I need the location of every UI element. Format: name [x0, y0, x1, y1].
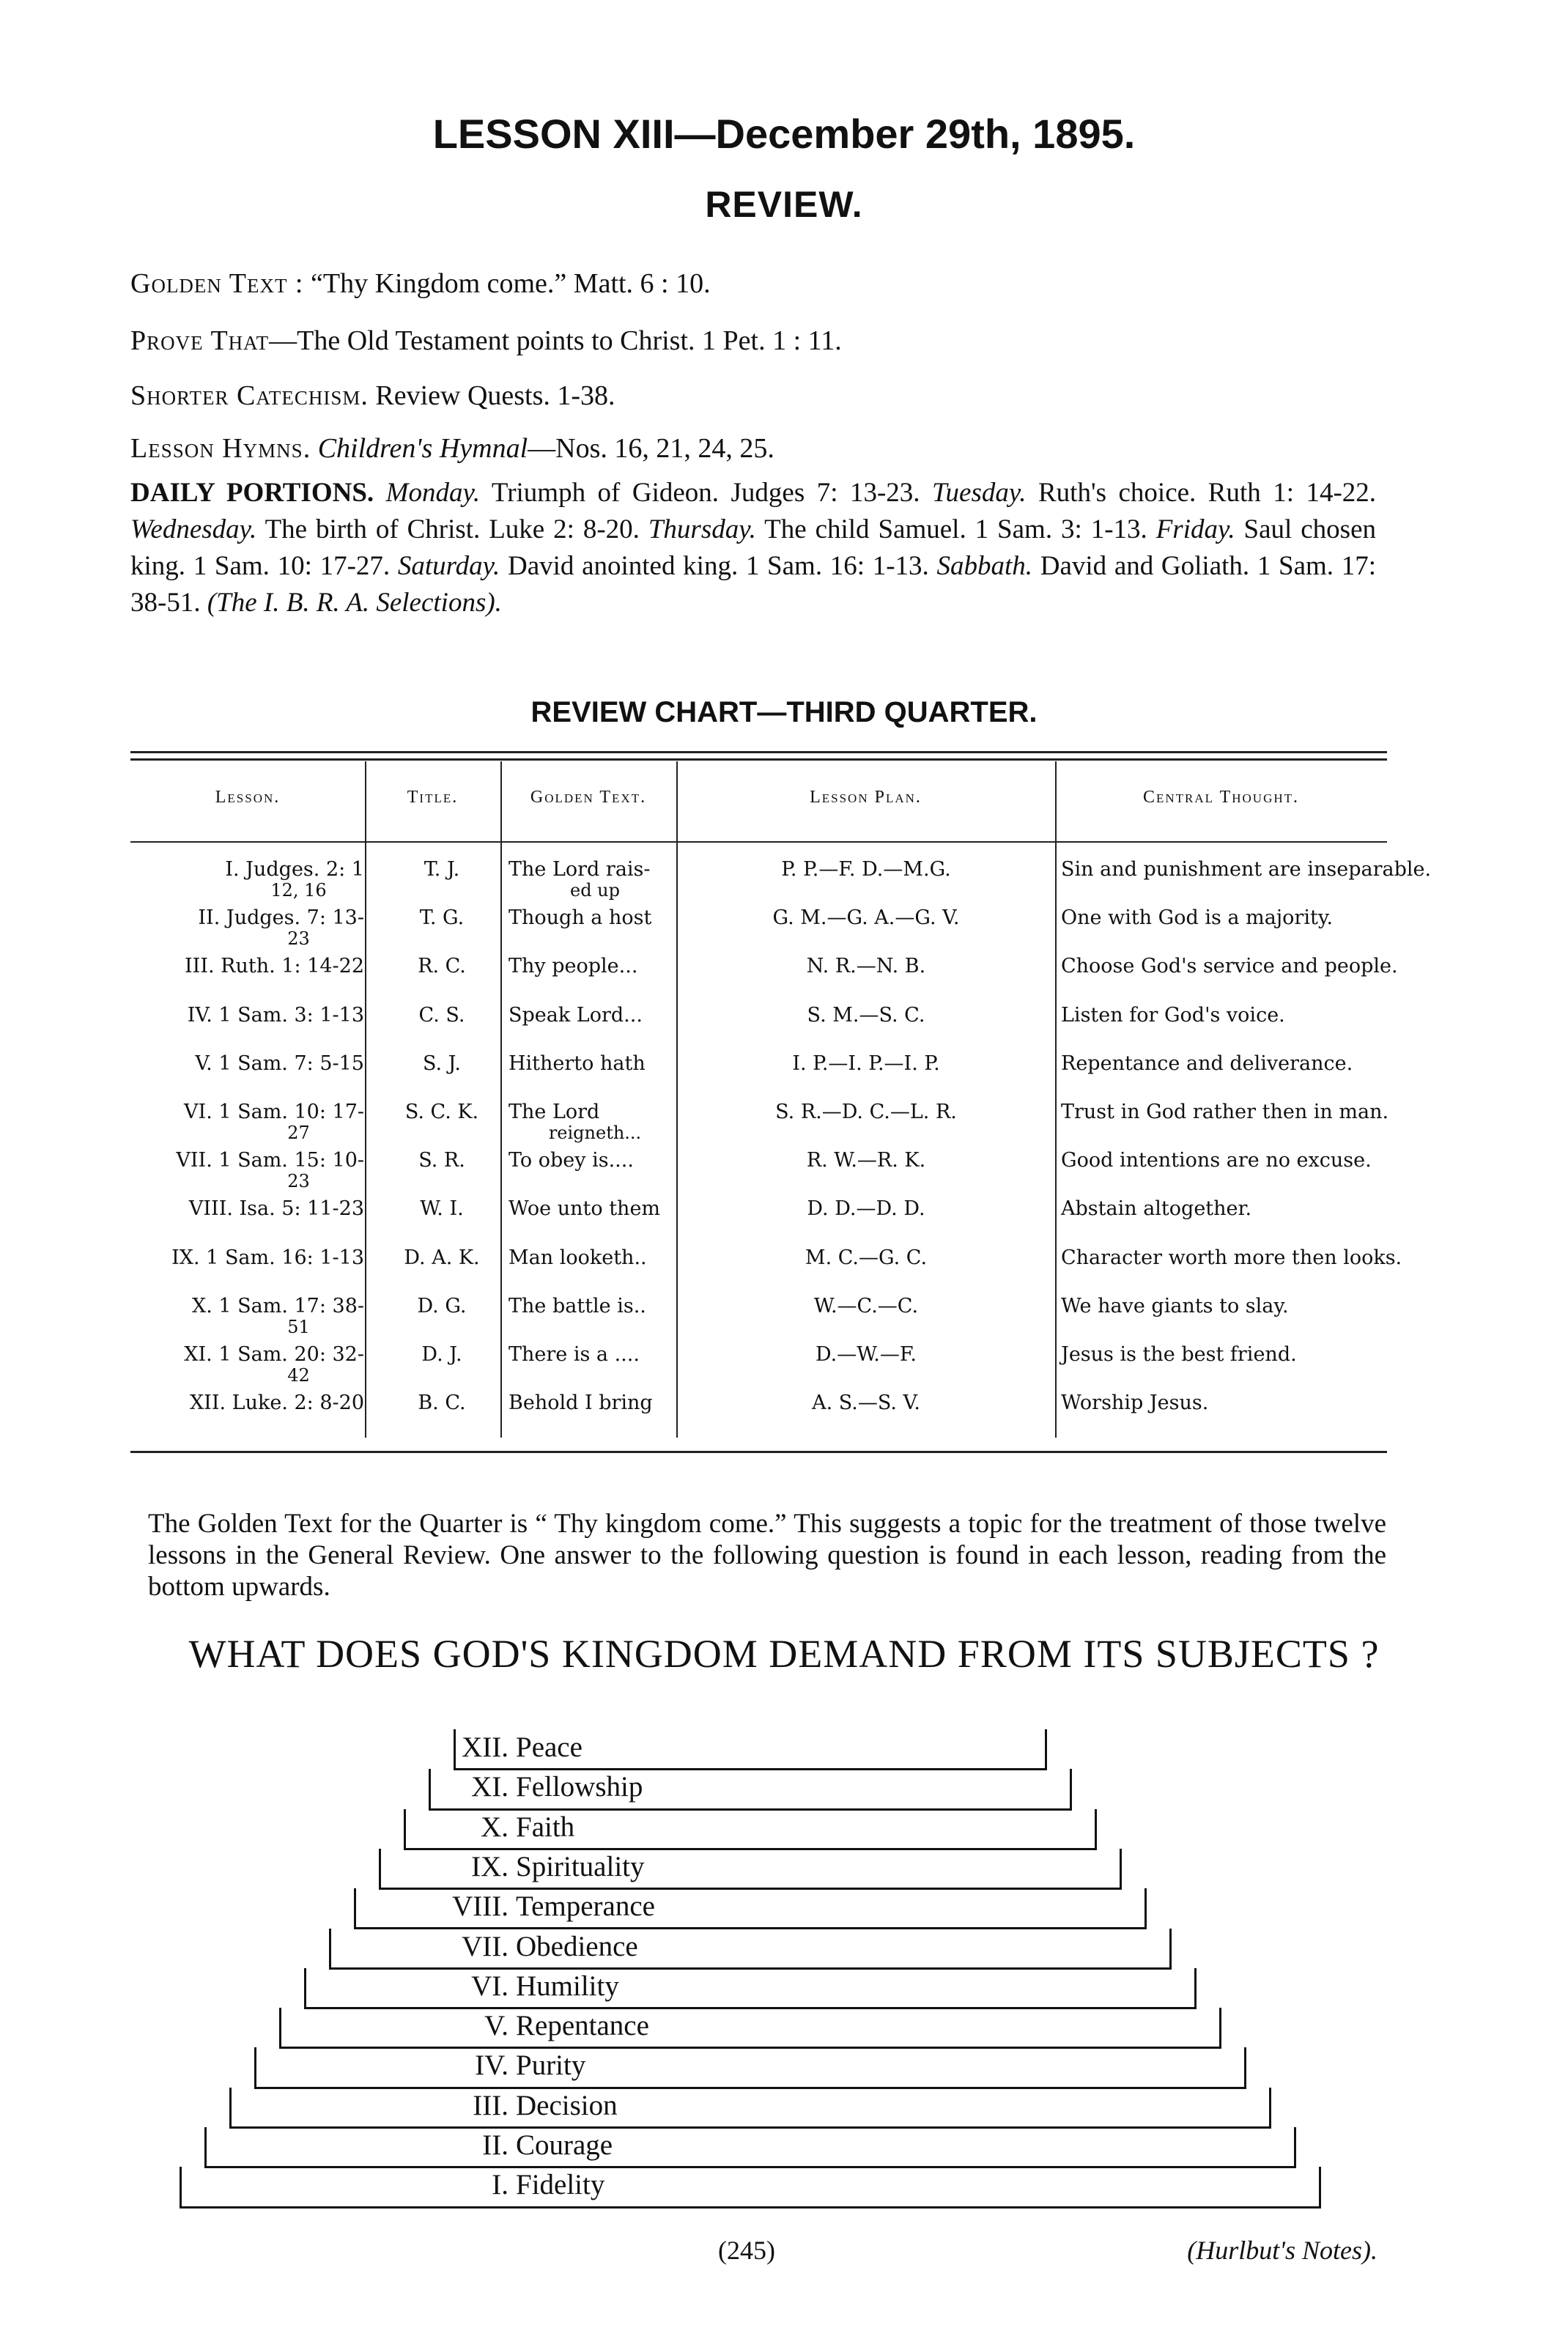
- title-cell-text: B. C.: [418, 1391, 466, 1415]
- lesson-plan-cell: [678, 1053, 1054, 1075]
- lesson-plan-cell-text: I. P.—I. P.—I. P.: [792, 1051, 940, 1075]
- golden-text-cell: [504, 1101, 681, 1142]
- lesson-plan-cell-text: M. C.—G. C.: [805, 1246, 928, 1269]
- lesson-cell-text: IV. 1 Sam. 3: 1-13: [187, 1003, 364, 1027]
- daily-portion-day: Tuesday.: [932, 478, 1027, 508]
- staircase-step-word: Humility: [516, 1970, 619, 2002]
- daily-portion-text: The birth of Christ. Luke 2: 8-20.: [265, 514, 640, 544]
- golden-text-cell-text: The Lord: [509, 1101, 600, 1123]
- lesson-plan-cell-text: N. R.—N. B.: [806, 955, 926, 978]
- staircase-step-number: II.: [482, 2129, 509, 2161]
- title-cell-text: D. J.: [421, 1343, 462, 1366]
- catechism-line: [130, 380, 615, 412]
- staircase-step-number: XII.: [462, 1731, 509, 1763]
- lesson-plan-cell-text: R. W.—R. K.: [806, 1149, 926, 1172]
- staircase-step-word: Fellowship: [516, 1771, 643, 1803]
- central-thought-cell: [1058, 1295, 1387, 1317]
- lesson-cell-text: II. Judges. 7: 13-: [198, 906, 364, 930]
- table-row: [130, 1101, 1387, 1150]
- staircase-step-number: V.: [484, 2010, 509, 2042]
- daily-portions-label: DAILY PORTIONS.: [130, 478, 374, 508]
- column-header-title: Title.: [407, 788, 459, 807]
- lesson-cell: [130, 907, 369, 948]
- lesson-plan-cell: [678, 907, 1054, 929]
- staircase-step-number: IV.: [475, 2049, 509, 2082]
- golden-text-cell-text: There is a ....: [509, 1343, 640, 1366]
- table-row: [130, 1198, 1387, 1246]
- golden-text-cell-text: Woe unto them: [509, 1197, 661, 1221]
- staircase-step-word: Decision: [516, 2089, 618, 2121]
- central-thought-cell-text: Good intentions are no excuse.: [1061, 1149, 1372, 1172]
- lesson-cell-text: VII. 1 Sam. 15: 10-: [176, 1149, 364, 1172]
- golden-text-cell: [504, 1392, 681, 1414]
- column-header-lesson: Lesson.: [215, 788, 281, 807]
- catechism-value: Review Quests. 1-38.: [375, 380, 615, 411]
- golden-text-line: [130, 267, 711, 300]
- catechism-label: Shorter Catechism.: [130, 380, 369, 411]
- prove-that-line: [130, 325, 842, 357]
- lesson-cell-text: VI. 1 Sam. 10: 17-: [184, 1101, 364, 1123]
- table-row: [130, 955, 1398, 1004]
- title-cell: [372, 1295, 511, 1317]
- staircase-step-word: Courage: [516, 2129, 613, 2161]
- lesson-cell-text: IX. 1 Sam. 16: 1-13: [171, 1246, 364, 1269]
- daily-portion-text: Ruth's choice. Ruth 1: 14-22.: [1038, 478, 1377, 508]
- golden-text-cell: [504, 1344, 681, 1366]
- lesson-cell-text: I. Judges. 2: 1: [225, 858, 364, 881]
- staircase-step-word: Faith: [516, 1811, 575, 1843]
- lesson-cell: [130, 1295, 369, 1337]
- golden-text-cell-text: Speak Lord...: [509, 1003, 643, 1027]
- staircase-step-word: Peace: [516, 1731, 583, 1763]
- central-thought-cell: [1058, 907, 1387, 929]
- lesson-plan-cell: [678, 1392, 1054, 1414]
- title-cell: [372, 1053, 511, 1075]
- lesson-cell-text: X. 1 Sam. 17: 38-: [191, 1294, 364, 1317]
- daily-portion-day: Sabbath.: [936, 551, 1033, 581]
- lesson-cell-text: V. 1 Sam. 7: 5-15: [195, 1051, 364, 1075]
- lesson-plan-cell-text: P. P.—F. D.—M.G.: [781, 858, 951, 881]
- staircase-step-number: III.: [473, 2089, 509, 2121]
- golden-text-cell-text: The battle is..: [509, 1294, 646, 1317]
- lesson-cell: [130, 1247, 369, 1269]
- golden-text-cell: [504, 1005, 681, 1027]
- staircase-step-label: [171, 1811, 509, 1844]
- daily-portion-day: Thursday.: [648, 514, 756, 544]
- central-thought-cell-text: We have giants to slay.: [1061, 1294, 1289, 1317]
- golden-text-cell: [504, 1053, 681, 1075]
- lesson-cell-text: XII. Luke. 2: 8-20: [189, 1391, 364, 1415]
- lesson-plan-cell: [678, 1101, 1054, 1123]
- staircase-step-label: [171, 1850, 509, 1883]
- golden-text-cell: [504, 907, 681, 929]
- table-row: [130, 1392, 1387, 1441]
- staircase-step-label: [171, 1970, 509, 2003]
- staircase-step-word: Spirituality: [516, 1850, 645, 1882]
- staircase-step-label: [171, 2168, 509, 2201]
- table-row: [130, 1295, 1387, 1344]
- hymns-line: [130, 432, 774, 465]
- staircase-step-label: [171, 2089, 509, 2122]
- central-thought-cell-text: Sin and punishment are inseparable.: [1061, 858, 1432, 881]
- staircase-step-word: Purity: [516, 2049, 586, 2082]
- table-rule: [130, 841, 1387, 843]
- golden-text-cell-continuation: reigneth...: [548, 1123, 642, 1143]
- lesson-plan-cell: [678, 1344, 1054, 1366]
- lesson-cell: [130, 1101, 369, 1142]
- title-cell-text: R. C.: [418, 955, 466, 978]
- column-header-golden-text: Golden Text.: [530, 788, 647, 807]
- daily-portions-source: (The I. B. R. A. Selections).: [207, 588, 502, 618]
- review-paragraph: The Golden Text for the Quarter is “ Thy kingdom come.” This suggests a topic for the treatment of those twelve lessons in the General Review. One answer to the following question is found in each lesson, reading from the bottom upwards.: [148, 1509, 1386, 1602]
- title-cell-text: W. I.: [420, 1197, 464, 1221]
- title-cell: [372, 1150, 511, 1172]
- golden-text-cell: [504, 956, 681, 977]
- lesson-plan-cell-text: G. M.—G. A.—G. V.: [772, 906, 960, 930]
- golden-text-cell-text: Man looketh..: [509, 1246, 647, 1269]
- daily-portion-text: Saul chosen king. 1 Sam. 10: 17-27.: [130, 514, 1376, 581]
- central-thought-cell-text: Trust in God rather then in man.: [1061, 1101, 1389, 1123]
- daily-portion-text: Triumph of Gideon. Judges 7: 13-23.: [491, 478, 920, 508]
- chart-title: REVIEW CHART—THIRD QUARTER.: [530, 696, 1038, 728]
- title-cell: [372, 1101, 511, 1123]
- lesson-plan-cell: [678, 1198, 1054, 1220]
- staircase-step-label: [171, 2049, 509, 2082]
- central-thought-cell: [1058, 1150, 1387, 1172]
- hymns-value: —Nos. 16, 21, 24, 25.: [528, 433, 774, 464]
- title-cell: [372, 1005, 511, 1027]
- central-thought-cell: [1058, 1392, 1387, 1414]
- lesson-cell-continuation: 12, 16: [270, 880, 327, 901]
- table-row: [130, 1053, 1387, 1101]
- lesson-cell-continuation: 23: [287, 1171, 310, 1192]
- lesson-plan-cell-text: S. M.—S. C.: [807, 1003, 925, 1027]
- table-row: [130, 1005, 1387, 1053]
- central-thought-cell: [1058, 1198, 1387, 1220]
- title-cell: [372, 1247, 511, 1269]
- golden-text-cell-text: Though a host: [509, 906, 652, 930]
- lesson-plan-cell: [678, 956, 1054, 977]
- central-thought-cell: [1058, 1246, 1402, 1269]
- staircase-step-number: I.: [492, 2169, 509, 2201]
- title-cell: [372, 956, 511, 977]
- title-cell-text: S. C. K.: [404, 1101, 479, 1123]
- lesson-cell: [130, 1344, 369, 1385]
- title-cell: [372, 1344, 511, 1366]
- page-number: (245): [718, 2236, 775, 2265]
- staircase-step-label: [171, 1770, 509, 1803]
- title-cell-text: S. R.: [418, 1149, 465, 1172]
- table-row: [130, 1246, 1402, 1295]
- table-row: [130, 1150, 1387, 1198]
- lesson-cell-continuation: 51: [287, 1316, 310, 1337]
- staircase-step-label: [171, 1930, 509, 1963]
- golden-text-cell-text: The Lord rais-: [509, 858, 651, 881]
- title-cell-text: T. J.: [424, 858, 460, 881]
- table-row: [130, 1344, 1387, 1392]
- staircase-step-number: VII.: [462, 1930, 509, 1962]
- hymns-book: Children's Hymnal: [317, 433, 528, 464]
- golden-text-cell-text: Hitherto hath: [509, 1051, 646, 1075]
- title-cell-text: S. J.: [422, 1051, 461, 1075]
- daily-portion-text: The child Samuel. 1 Sam. 3: 1-13.: [764, 514, 1147, 544]
- golden-text-cell: [504, 1247, 681, 1269]
- staircase-step-number: VIII.: [452, 1890, 509, 1923]
- golden-text-cell-text: Behold I bring: [509, 1391, 653, 1415]
- staircase-step-word: Obedience: [516, 1930, 638, 1962]
- source-credit: (Hurlbut's Notes).: [1187, 2236, 1377, 2265]
- staircase-step-label: [171, 2009, 509, 2042]
- golden-text-cell: [504, 1150, 681, 1172]
- lesson-cell: [130, 1053, 369, 1075]
- review-subtitle: REVIEW.: [705, 184, 863, 225]
- prove-that-value: —The Old Testament points to Christ. 1 Pet. 1 : 11.: [269, 325, 842, 356]
- table-row: [130, 907, 1387, 956]
- staircase-step-number: XI.: [471, 1771, 509, 1803]
- kingdom-question: WHAT DOES GOD'S KINGDOM DEMAND FROM ITS SUBJECTS ?: [188, 1632, 1380, 1676]
- daily-portion-text: David anointed king. 1 Sam. 16: 1-13.: [507, 551, 929, 581]
- lesson-cell-text: VIII. Isa. 5: 11-23: [188, 1197, 364, 1221]
- daily-portion-text: David and Goliath. 1 Sam. 17: 38-51.: [130, 551, 1377, 618]
- central-thought-cell-text: One with God is a majority.: [1061, 906, 1334, 930]
- staircase-step-number: X.: [481, 1811, 509, 1843]
- daily-portion-day: Wednesday.: [130, 514, 257, 544]
- table-row: [130, 858, 1432, 907]
- lesson-cell-continuation: 23: [287, 928, 310, 950]
- central-thought-cell-text: Listen for God's voice.: [1061, 1003, 1285, 1027]
- title-cell-text: T. G.: [419, 906, 465, 930]
- lesson-plan-cell-text: W.—C.—C.: [813, 1294, 919, 1317]
- staircase-step-number: IX.: [471, 1850, 509, 1882]
- staircase-step-label: [171, 1731, 509, 1764]
- lesson-cell: [130, 956, 369, 977]
- central-thought-cell: [1058, 1053, 1387, 1075]
- lesson-plan-cell: [678, 859, 1054, 881]
- lesson-cell: [130, 1198, 369, 1220]
- table-rule: [130, 751, 1387, 753]
- table-rule: [130, 758, 1387, 761]
- daily-portion-day: Saturday.: [397, 551, 500, 581]
- review-chart-table: [130, 751, 1432, 1455]
- central-thought-cell-text: Worship Jesus.: [1061, 1391, 1209, 1415]
- lesson-plan-cell: [678, 1247, 1054, 1269]
- lesson-title: LESSON XIII—December 29th, 1895.: [432, 111, 1136, 157]
- lesson-plan-cell-text: A. S.—S. V.: [812, 1391, 920, 1415]
- lesson-cell: [130, 1005, 369, 1027]
- daily-portion-day: Monday.: [385, 478, 481, 508]
- central-thought-cell-text: Jesus is the best friend.: [1061, 1343, 1297, 1366]
- lesson-cell: [130, 1392, 369, 1414]
- staircase-step-number: VI.: [471, 1970, 509, 2002]
- lesson-cell: [130, 1150, 369, 1191]
- lesson-plan-cell-text: D. D.—D. D.: [807, 1197, 925, 1221]
- lesson-plan-cell-text: D.—W.—F.: [816, 1343, 917, 1366]
- title-cell: [372, 907, 511, 929]
- golden-text-label: Golden Text :: [130, 268, 304, 299]
- prove-that-label: Prove That: [130, 325, 270, 356]
- golden-text-value: “Thy Kingdom come.” Matt. 6 : 10.: [311, 268, 711, 299]
- staircase-step-word: Fidelity: [516, 2169, 605, 2201]
- central-thought-cell-text: Character worth more then looks.: [1061, 1246, 1402, 1269]
- central-thought-cell: [1058, 955, 1398, 978]
- title-cell-text: D. G.: [417, 1294, 467, 1317]
- central-thought-cell-text: Repentance and deliverance.: [1061, 1051, 1353, 1075]
- golden-text-cell-text: To obey is....: [509, 1149, 634, 1172]
- golden-text-cell-continuation: ed up: [569, 880, 620, 901]
- golden-text-cell: [504, 1198, 681, 1220]
- central-thought-cell: [1058, 1101, 1387, 1123]
- title-cell-text: C. S.: [418, 1003, 465, 1027]
- lesson-cell: [130, 859, 369, 900]
- staircase-step-word: Temperance: [516, 1890, 655, 1923]
- table-rule: [130, 1451, 1387, 1453]
- title-cell: [372, 1198, 511, 1220]
- lesson-plan-cell: [678, 1005, 1054, 1027]
- staircase-step-label: [171, 2129, 509, 2162]
- lesson-plan-cell: [678, 1150, 1054, 1172]
- central-thought-cell-text: Abstain altogether.: [1061, 1197, 1252, 1221]
- central-thought-cell: [1058, 1344, 1387, 1366]
- lesson-plan-cell-text: S. R.—D. C.—L. R.: [775, 1101, 957, 1123]
- central-thought-cell: [1058, 858, 1432, 881]
- column-header-central-thought: Central Thought.: [1142, 788, 1300, 807]
- hymns-label: Lesson Hymns.: [130, 433, 311, 464]
- lesson-plan-cell: [678, 1295, 1054, 1317]
- title-cell: [372, 859, 511, 881]
- golden-text-cell-text: Thy people...: [509, 955, 638, 978]
- lesson-cell-text: III. Ruth. 1: 14-22: [185, 955, 364, 978]
- title-cell-text: D. A. K.: [404, 1246, 480, 1269]
- daily-portion-day: Friday.: [1155, 514, 1235, 544]
- central-thought-cell-text: Choose God's service and people.: [1061, 955, 1398, 978]
- lesson-cell-continuation: 42: [287, 1365, 310, 1386]
- staircase-step-word: Repentance: [516, 2010, 649, 2042]
- staircase-step-label: [171, 1890, 509, 1923]
- column-header-lesson-plan: Lesson Plan.: [810, 788, 922, 807]
- golden-text-cell: [504, 859, 681, 900]
- lesson-cell-text: XI. 1 Sam. 20: 32-: [184, 1343, 364, 1366]
- golden-text-cell: [504, 1295, 681, 1317]
- daily-portions: [130, 475, 1376, 621]
- title-cell: [372, 1392, 511, 1414]
- central-thought-cell: [1058, 1005, 1387, 1027]
- lesson-cell-continuation: 27: [287, 1123, 310, 1143]
